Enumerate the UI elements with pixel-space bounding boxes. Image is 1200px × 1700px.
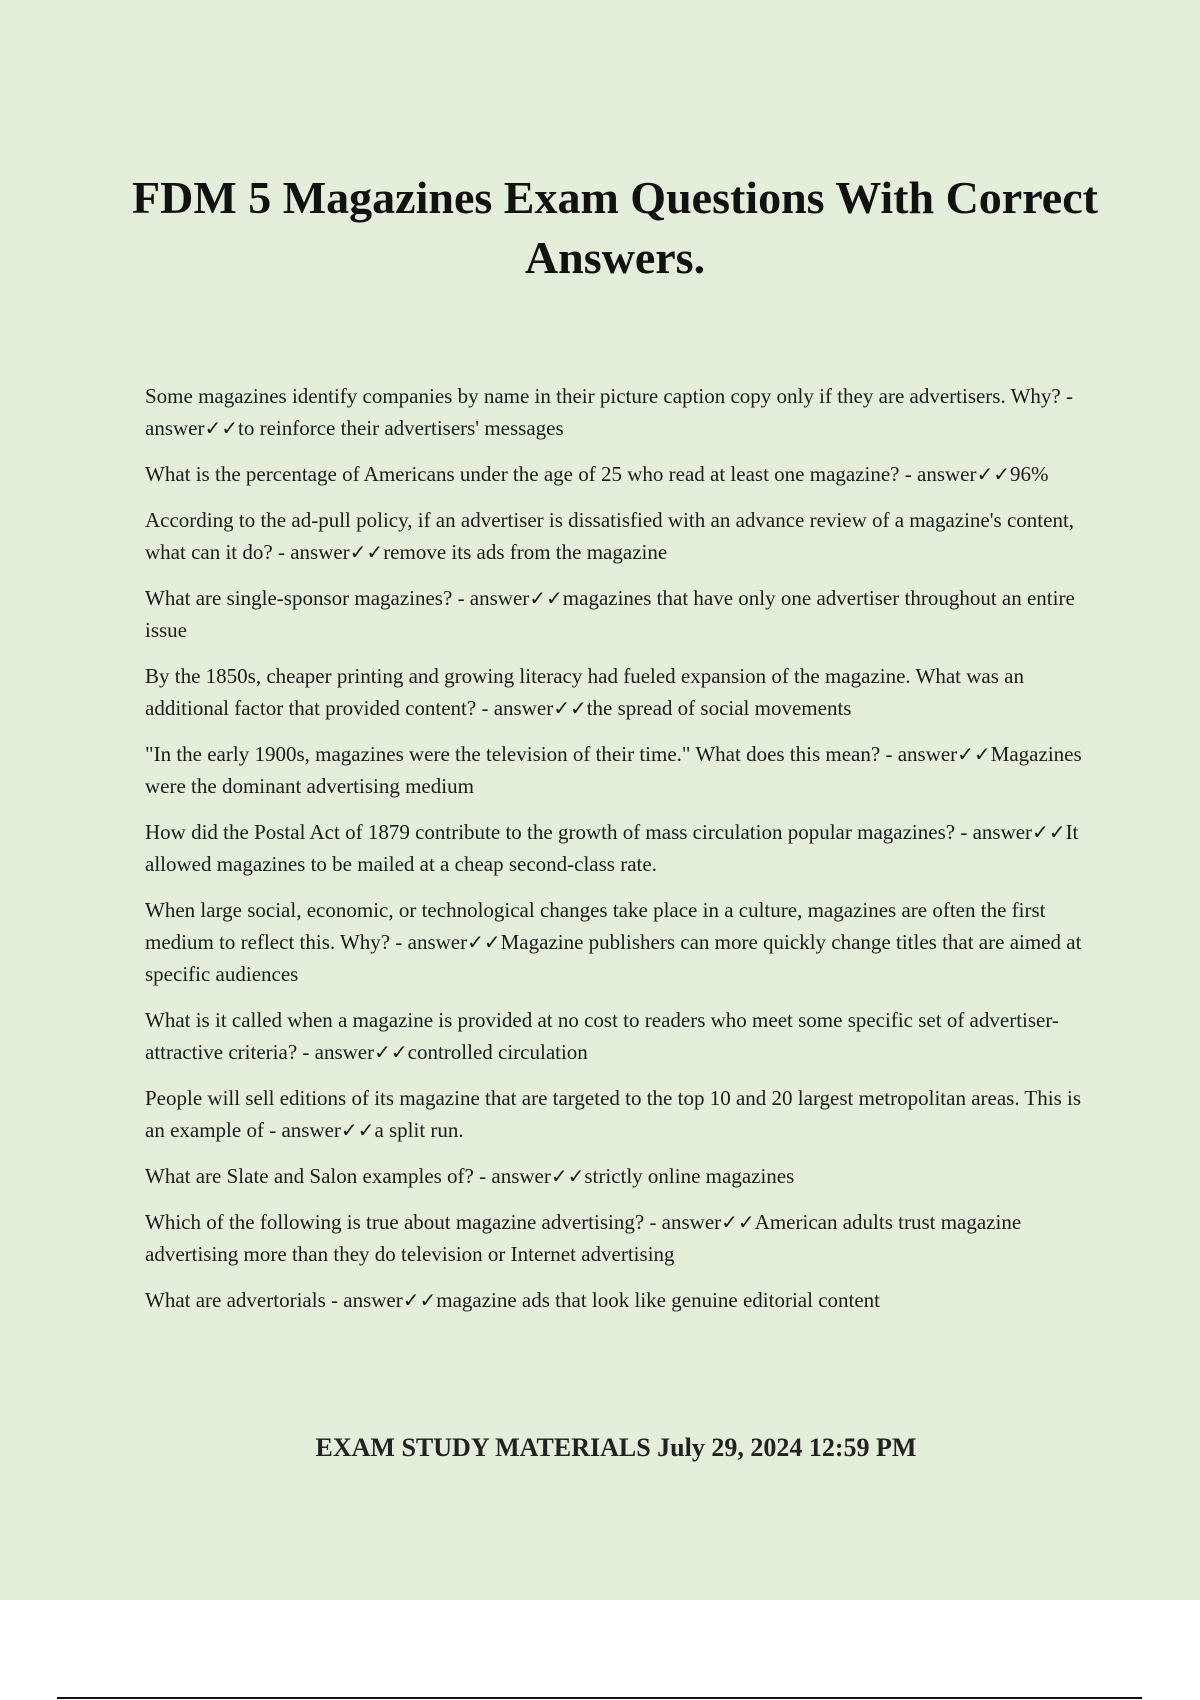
qa-item	[145, 1082, 1085, 1146]
question-text: When large social, economic, or technological changes take place in a culture, magazines are often the first medium to reflect this. Why?	[145, 898, 1046, 954]
question-text: How did the Postal Act of 1879 contribute to the growth of mass circulation popular magazines?	[145, 820, 956, 844]
document-title: FDM 5 Magazines Exam Questions With Correct Answers.	[132, 172, 1098, 283]
qa-item	[145, 380, 1085, 444]
answer-text: It allowed magazines to be mailed at a cheap second-class rate.	[145, 820, 1079, 876]
qa-item	[145, 894, 1085, 990]
answer-marker: - answer	[476, 696, 554, 720]
qa-item	[145, 738, 1085, 802]
check-marks-icon: ✓✓	[721, 1210, 755, 1234]
answer-text: remove its ads from the magazine	[383, 540, 668, 564]
qa-item	[145, 458, 1085, 490]
answer-text: the spread of social movements	[586, 696, 852, 720]
question-text: What are advertorials	[145, 1288, 326, 1312]
answer-text: magazines that have only one advertiser throughout an entire issue	[145, 586, 1075, 642]
question-text: What are Slate and Salon examples of?	[145, 1164, 474, 1188]
check-marks-icon: ✓✓	[402, 1288, 437, 1312]
check-marks-icon: ✓✓	[976, 462, 1010, 486]
check-marks-icon: ✓✓	[957, 742, 991, 766]
question-text: People will sell editions of its magazine that are targeted to the top 10 and 20 largest metropolitan areas. This is an example of	[145, 1086, 1082, 1142]
qa-item	[145, 816, 1085, 880]
document-footer: EXAM STUDY MATERIALS July 29, 2024 12:59 PM	[315, 1433, 917, 1462]
question-text: Which of the following is true about magazine advertising?	[145, 1210, 645, 1234]
answer-text: American adults trust magazine advertising more than they do television or Internet advertising	[145, 1210, 1022, 1266]
answer-marker: - answer	[297, 1040, 375, 1064]
bottom-divider	[57, 1697, 1142, 1699]
answer-marker: - answer	[880, 742, 958, 766]
answer-marker: - answer	[644, 1210, 722, 1234]
check-marks-icon: ✓✓	[374, 1040, 408, 1064]
qa-list	[145, 380, 1085, 1330]
qa-item	[145, 660, 1085, 724]
answer-text: to reinforce their advertisers' messages	[238, 416, 564, 440]
check-marks-icon: ✓✓	[553, 696, 587, 720]
qa-item	[145, 1004, 1085, 1068]
check-marks-icon: ✓✓	[349, 540, 384, 564]
check-marks-icon: ✓✓	[529, 586, 563, 610]
question-text: What is it called when a magazine is provided at no cost to readers who meet some specific set of advertiser-attractive criteria?	[145, 1008, 1059, 1064]
question-text: "In the early 1900s, magazines were the television of their time." What does this mean?	[145, 742, 881, 766]
answer-marker: - answer	[272, 540, 350, 564]
qa-item	[145, 1160, 1085, 1192]
question-text: According to the ad-pull policy, if an advertiser is dissatisfied with an advance review of a magazine's content, what can it do?	[145, 508, 1075, 564]
question-text: By the 1850s, cheaper printing and growing literacy had fueled expansion of the magazine. What was an additional factor that provided content?	[145, 664, 1024, 720]
check-marks-icon: ✓✓	[467, 930, 501, 954]
answer-marker: - answer	[899, 462, 977, 486]
answer-text: controlled circulation	[407, 1040, 588, 1064]
answer-text: magazine ads that look like genuine editorial content	[436, 1288, 881, 1312]
question-text: What is the percentage of Americans under the age of 25 who read at least one magazine?	[145, 462, 900, 486]
qa-item	[145, 1206, 1085, 1270]
question-text: What are single-sponsor magazines?	[145, 586, 453, 610]
answer-marker: - answer	[390, 930, 468, 954]
answer-text: a split run.	[374, 1118, 464, 1142]
answer-text: strictly online magazines	[584, 1164, 795, 1188]
check-marks-icon: ✓✓	[340, 1118, 375, 1142]
answer-text: Magazines were the dominant advertising medium	[145, 742, 1082, 798]
answer-marker: - answer	[452, 586, 530, 610]
check-marks-icon: ✓✓	[204, 416, 238, 440]
answer-marker: - answer	[325, 1288, 403, 1312]
qa-item	[145, 582, 1085, 646]
qa-item	[145, 1284, 1085, 1316]
answer-marker: - answer	[263, 1118, 341, 1142]
answer-text: Magazine publishers can more quickly change titles that are aimed at specific audiences	[145, 930, 1082, 986]
answer-text: 96%	[1010, 462, 1049, 486]
check-marks-icon: ✓✓	[1032, 820, 1066, 844]
answer-marker: - answer	[955, 820, 1033, 844]
answer-marker: - answer	[473, 1164, 551, 1188]
answer-marker: - answer	[145, 384, 1073, 440]
question-text: Some magazines identify companies by name in their picture caption copy only if they are advertisers. Why?	[145, 384, 1061, 408]
qa-item	[145, 504, 1085, 568]
check-marks-icon: ✓✓	[550, 1164, 585, 1188]
